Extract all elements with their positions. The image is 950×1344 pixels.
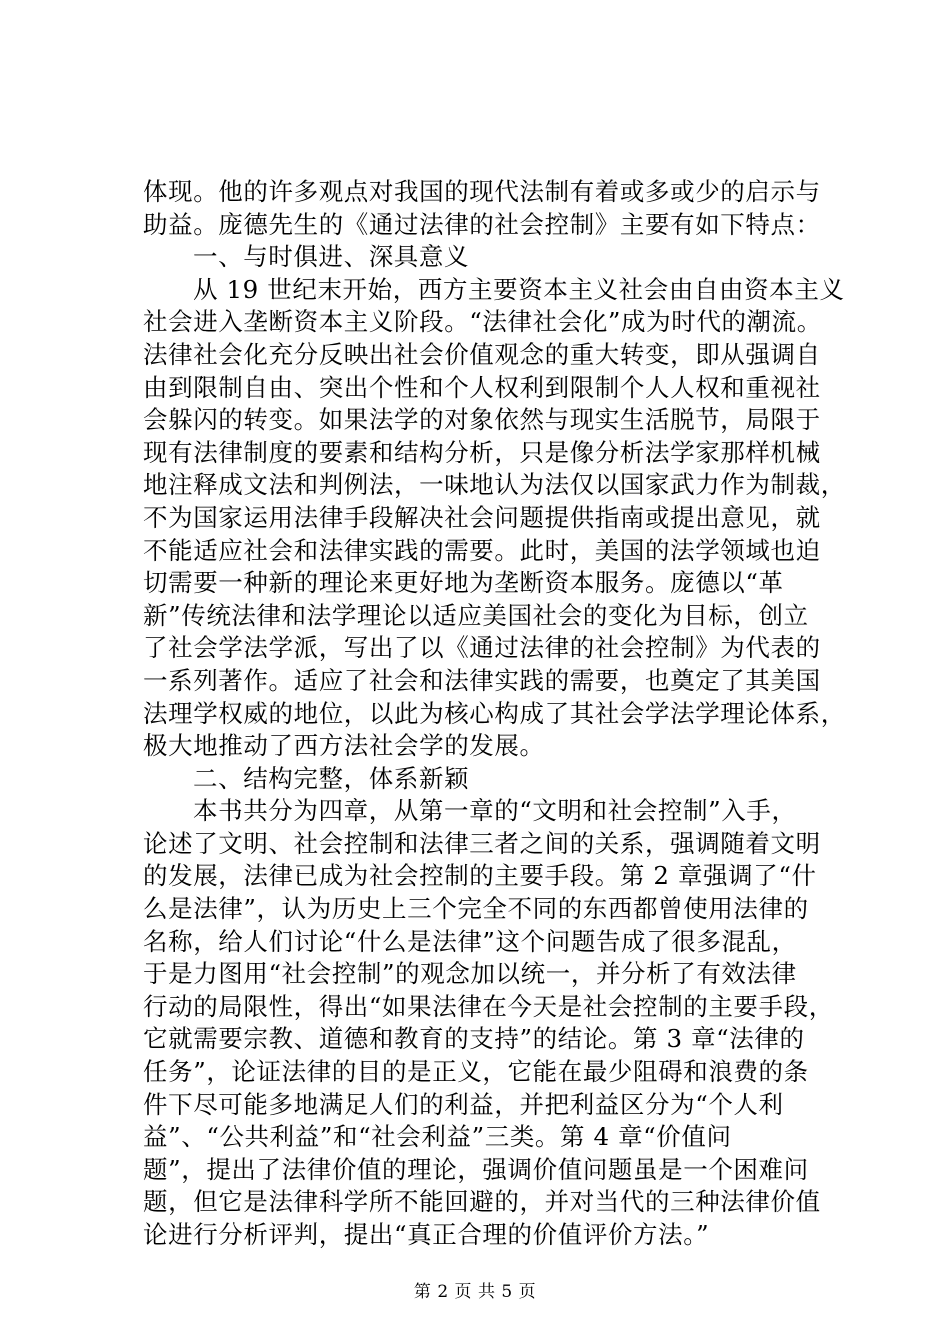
text-line: 于是力图用“社会控制”的观念加以统一，并分析了有效法律 [143,959,797,989]
text-line: 一系列著作。适应了社会和法律实践的需要，也奠定了其美国 [143,665,821,695]
text-line: 地注释成文法和判例法，一味地认为法仅以国家武力作为制裁， [143,470,846,500]
text-line: 法律社会化充分反映出社会价值观念的重大转变，即从强调自 [143,339,821,369]
text-line: 会躲闪的转变。如果法学的对象依然与现实生活脱节，局限于 [143,405,821,435]
text-line: 题，但它是法律科学所不能回避的，并对当代的三种法律价值 [143,1187,821,1217]
paragraph-start-line: 本书共分为四章，从第一章的“文明和社会控制”入手， [193,796,797,826]
text-line: 助益。庞德先生的《通过法律的社会控制》主要有如下特点： [143,209,821,239]
text-line: 论述了文明、社会控制和法律三者之间的关系，强调随着文明 [143,828,821,858]
text-line: 新”传统法律和法学理论以适应美国社会的变化为目标，创立 [143,600,809,630]
paragraph-start-line: 从 19 世纪末开始，西方主要资本主义社会由自由资本主义 [193,274,845,304]
body-text [143,176,846,1252]
text-line: 体现。他的许多观点对我国的现代法制有着或多或少的启示与 [143,177,821,206]
text-line: 切需要一种新的理论来更好地为垄断资本服务。庞德以“革 [143,568,784,598]
text-line: 现有法律制度的要素和结构分析，只是像分析法学家那样机械 [143,437,821,467]
text-line: 由到限制自由、突出个性和个人权利到限制个人人权和重视社 [143,372,821,402]
text-line: 任务”，论证法律的目的是正义，它能在最少阻碍和浪费的条 [143,1057,809,1087]
paragraph-start-line: 一、与时俱进、深具意义 [193,242,470,272]
text-line: 件下尽可能多地满足人们的利益，并把利益区分为“个人利 [143,1089,784,1119]
text-line: 的发展，法律已成为社会控制的主要手段。第 2 章强调了“什 [143,861,817,891]
text-line: 名称，给人们讨论“什么是法律”这个问题告成了很多混乱， [143,926,797,956]
text-line: 题”，提出了法律价值的理论，强调价值问题虽是一个困难问 [143,1154,809,1184]
text-line: 行动的局限性，得出“如果法律在今天是社会控制的主要手段， [143,991,834,1021]
text-line: 了社会学法学派，写出了以《通过法律的社会控制》为代表的 [143,633,821,663]
paragraph-start-line: 二、结构完整，体系新颖 [193,763,470,793]
page-footer: 第 2 页 共 5 页 [413,1282,537,1302]
text-line: 论进行分析评判，提出“真正合理的价值评价方法。” [143,1220,710,1249]
text-line: 不为国家运用法律手段解决社会问题提供指南或提出意见，就 [143,502,821,532]
text-line: 社会进入垄断资本主义阶段。“法律社会化”成为时代的潮流。 [143,307,822,337]
text-line: 法理学权威的地位，以此为核心构成了其社会学法学理论体系， [143,698,846,728]
text-line: 么是法律”，认为历史上三个完全不同的东西都曾使用法律的 [143,894,809,924]
text-line: 极大地推动了西方法社会学的发展。 [143,731,545,761]
text-line: 不能适应社会和法律实践的需要。此时，美国的法学领域也迫 [143,535,821,565]
text-line: 益”、“公共利益”和“社会利益”三类。第 4 章“价值问 [143,1122,732,1152]
text-line: 它就需要宗教、道德和教育的支持”的结论。第 3 章“法律的 [143,1024,805,1054]
